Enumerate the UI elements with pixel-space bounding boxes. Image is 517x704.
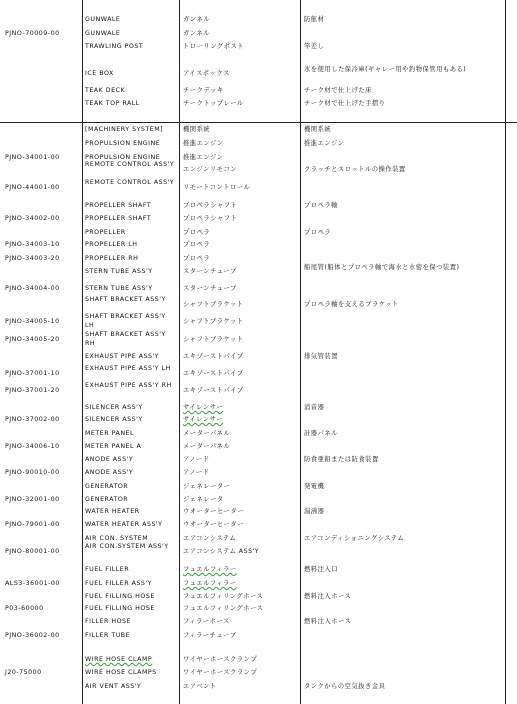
part-name-japanese: ワイヤーホースクランプ [183, 669, 258, 676]
part-name-english: TEAK TOP RALL [85, 100, 140, 107]
part-note: プロペラ軸を支えるブラケット [304, 301, 399, 308]
part-name-japanese: アイスボックス [183, 70, 230, 77]
part-note: 湯沸器 [304, 508, 325, 515]
column-divider-middle [179, 0, 180, 704]
part-name-english: GENERATOR [85, 496, 129, 503]
part-name-english: REMOTE CONTROL ASS'Y [85, 179, 175, 186]
part-code: PJNO-44001-00 [5, 184, 60, 191]
part-name-english: METER PANEL A [85, 443, 142, 450]
part-name-english: FUEL FILLER [85, 566, 130, 573]
part-code: PJNO-34003-20 [5, 255, 60, 262]
section-divider [0, 122, 517, 123]
part-note: クラッチとスロットルの操作装置 [304, 166, 406, 173]
part-name-english: FILLER TUBE [85, 632, 131, 639]
part-name-japanese: リモートコントロール [183, 184, 251, 191]
part-code: PJNO-36002-00 [5, 632, 60, 639]
part-note: 消音器 [304, 404, 325, 411]
part-name-english: FILLER HOSE [85, 618, 132, 625]
part-name-japanese: フュエルフィラー [183, 580, 237, 587]
section-header-note: 機関系統 [304, 126, 332, 133]
part-note: エアコンディショニングシステム [304, 535, 405, 542]
part-code: PJNO-79001-00 [5, 521, 60, 528]
part-name-english: PROPELLER SHAFT [85, 215, 152, 222]
part-name-japanese: フュエルフィリングホース [183, 593, 264, 600]
part-name-english: STERN TUBE ASS'Y [85, 285, 153, 292]
part-code: PJNO-34004-00 [5, 285, 60, 292]
part-name-japanese: トローリングポスト [183, 43, 245, 50]
part-name-japanese: ジェネレータ [183, 496, 224, 503]
part-name-japanese: ガンネル [183, 16, 210, 23]
part-name-english: AIR VENT ASS'Y [85, 683, 142, 690]
part-name-english: SHAFT BRACKET ASS'Y [85, 296, 166, 303]
part-code: PJNO-34006-10 [5, 443, 60, 450]
part-note: 氷を使用した保冷庫(ギャレー用や釣物保管用もある) [304, 66, 467, 73]
part-name-english: ANODE ASS'Y [85, 469, 134, 476]
part-name-english: SHAFT BRACKET ASS'Y LH [85, 313, 166, 329]
part-name-japanese: エキゾーストパイプ [183, 387, 244, 394]
part-name-japanese: フュエルフィリングホース [183, 605, 264, 612]
part-name-japanese: プロペラシャフト [183, 202, 238, 209]
part-note: プロペラ [304, 229, 332, 236]
part-name-japanese: プロペラ [183, 229, 211, 236]
part-code: PJNO-80001-00 [5, 548, 60, 555]
part-name-japanese: チークデッキ [183, 87, 224, 94]
part-name-english: GENERATOR [85, 483, 129, 490]
part-name-japanese: ウオーターヒーター [183, 521, 244, 528]
part-name-japanese: フィラーホース [183, 618, 230, 625]
part-name-japanese: ウオーターヒーター [183, 508, 244, 515]
part-code: PJNO-37001-20 [5, 387, 60, 394]
part-name-japanese: アノード [183, 469, 210, 476]
part-name-japanese: サイレンサー [183, 404, 224, 411]
part-name-english: SILENCER ASS'Y [85, 404, 143, 411]
part-code: PJNO-34003-10 [5, 241, 60, 248]
part-name-english: SHAFT BRACKET ASS'Y RH [85, 331, 166, 347]
part-name-japanese: エアコンシステム [183, 535, 237, 542]
part-code: PJNO-34002-00 [5, 215, 60, 222]
part-name-english: PROPELLER SHAFT [85, 202, 152, 209]
part-note: 発電機 [304, 483, 325, 490]
part-note: 燃料注入ホース [304, 618, 352, 625]
part-note: 船尾管(船体とプロペラ軸で海水と水密を保つ装置) [304, 264, 460, 271]
part-name-english: PROPULSION ENGINE [85, 140, 161, 147]
part-note: 防舷材 [304, 16, 325, 23]
part-name-english: WIRE HOSE CLAMPS [85, 669, 157, 676]
part-name-japanese: シャフトブラケット [183, 336, 244, 343]
part-name-japanese: エキゾーストパイプ [183, 370, 244, 377]
part-name-english: PROPELLER [85, 229, 126, 236]
part-name-japanese: チークトップレール [183, 100, 244, 107]
part-name-english: STERN TUBE ASS'Y [85, 268, 153, 275]
part-note: チーク材で仕上げた手摺り [304, 100, 386, 107]
page-border-right [505, 0, 506, 704]
part-name-japanese: メーターパネル [183, 443, 231, 450]
part-name-english: PROPULSION ENGINE [85, 154, 161, 161]
part-name-english: METER PANEL [85, 430, 135, 437]
part-name-english: WATER HEATER [85, 508, 140, 515]
part-name-japanese: シャフトブラケット [183, 301, 244, 308]
part-name-english: EXHAUST PIPE ASS'Y [85, 353, 160, 360]
part-name-english: FUEL FILLER ASS'Y [85, 580, 152, 587]
part-code: PJNO-90010-00 [5, 469, 60, 476]
part-name-japanese: ガンネル [183, 30, 210, 37]
part-name-japanese: フィラーチューブ [183, 632, 237, 639]
part-code: PJNO-37001-10 [5, 370, 60, 377]
part-name-english: ICE BOX [85, 70, 114, 77]
part-name-japanese: スターンチューブ [183, 268, 237, 275]
part-name-english: FUEL FILLING HOSE [85, 605, 155, 612]
part-name-japanese: プロペラシャフト [183, 215, 238, 222]
part-name-japanese: メーターパネル [183, 430, 231, 437]
part-name-japanese: ジェネレーター [183, 483, 231, 490]
part-name-english: AIR CON. SYSTEM [85, 535, 149, 542]
part-name-english: FUEL FILLING HOSE [85, 593, 155, 600]
part-note: タンクからの空気抜き金具 [304, 683, 386, 690]
part-note: 燃料注入ホース [304, 593, 352, 600]
part-note: チーク材で仕上げた床 [304, 87, 372, 94]
part-code: PJNO-34001-00 [5, 154, 60, 161]
part-name-japanese: アノード [183, 456, 210, 463]
part-name-english: REMOTE CONTROL ASS'Y [85, 161, 175, 168]
part-name-japanese: エンジンリモコン [183, 166, 238, 173]
part-name-japanese: ワイヤーホースクランプ [183, 656, 258, 663]
part-name-japanese: 推進エンジン [183, 154, 224, 161]
part-note: 推進エンジン [304, 140, 345, 147]
part-name-english: PROPELLER RH [85, 255, 139, 262]
part-name-japanese: フュエルフィラー [183, 566, 237, 573]
part-name-english: AIR CON.SYSTEM ASS'Y [85, 543, 169, 550]
part-name-english: EXHAUST PIPE ASS'Y RH [85, 382, 172, 389]
part-code: J20-75000 [5, 669, 42, 676]
section-header-japanese: 機関系統 [183, 126, 211, 133]
part-name-japanese: プロペラ [183, 241, 211, 248]
part-name-japanese: シャフトブラケット [183, 318, 244, 325]
part-name-japanese: 推進エンジン [183, 140, 224, 147]
part-code: PJNO-34005-20 [5, 336, 60, 343]
part-code: PJNO-34005-10 [5, 318, 60, 325]
part-note: 竿差し [304, 43, 325, 50]
part-code: PJNO-37002-00 [5, 416, 60, 423]
part-name-japanese: プロペラ [183, 255, 211, 262]
part-code: P03-60000 [5, 605, 44, 612]
part-note: 燃料注入口 [304, 566, 338, 573]
column-divider-right [300, 0, 301, 704]
part-note: 計器パネル [304, 430, 338, 437]
part-name-japanese: スターンチューブ [183, 285, 237, 292]
part-code: PJNO-70009-00 [5, 30, 60, 37]
column-divider-left [82, 0, 83, 704]
part-note: 防食亜鉛または防食装置 [304, 456, 379, 463]
part-code: ALS3-36001-00 [5, 580, 60, 587]
part-name-english: GUNWALE [85, 16, 121, 23]
part-name-english: PROPELLER LH [85, 241, 138, 248]
part-name-english: WATER HEATER ASS'Y [85, 521, 163, 528]
part-name-english: ANODE ASS'Y [85, 456, 134, 463]
part-name-japanese: エキゾーストパイプ [183, 353, 244, 360]
part-name-english: WIRE HOSE CLAMP [85, 656, 153, 663]
part-name-english: GUNWALE [85, 30, 121, 37]
part-note: プロペラ軸 [304, 202, 338, 209]
part-name-english: SILENCER ASS'Y [85, 416, 143, 423]
section-header-english: [MACHINERY SYSTEM] [85, 126, 164, 133]
part-name-japanese: エアベント [183, 683, 217, 690]
part-name-japanese: サイレンサー [183, 416, 224, 423]
part-code: PJNO-32001-00 [5, 496, 60, 503]
part-name-english: EXHAUST PIPE ASS'Y LH [85, 365, 171, 372]
part-name-english: TRAWLING POST [85, 43, 144, 50]
part-name-english: TEAK DECK [85, 87, 126, 94]
part-name-japanese: エアコンシステム ASS'Y [183, 548, 260, 555]
part-note: 排気管装置 [304, 353, 338, 360]
